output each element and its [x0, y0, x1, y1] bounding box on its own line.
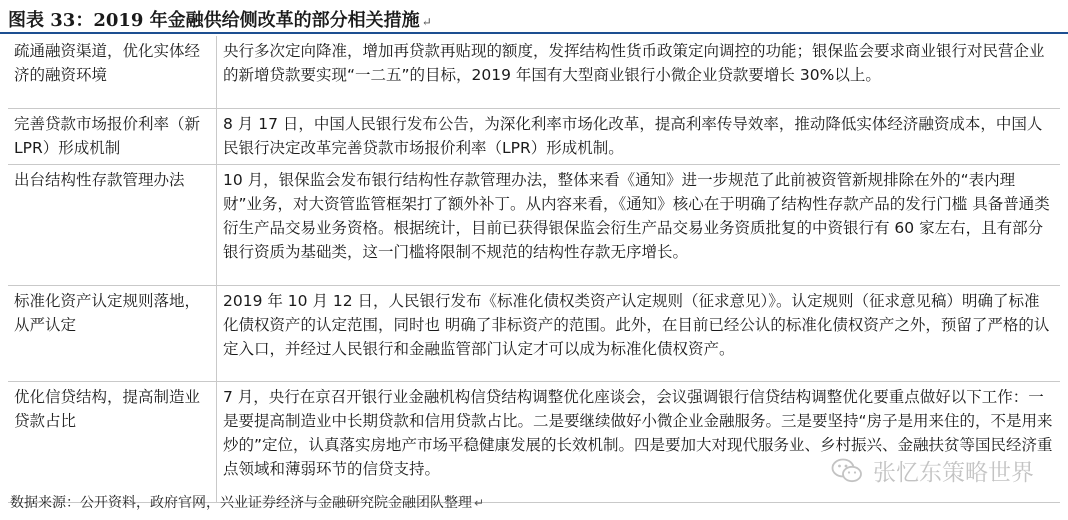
figure-title-text: 图表 33：2019 年金融供给侧改革的部分相关措施 [8, 10, 420, 31]
row-topic: 优化信贷结构，提高制造业贷款占比 [8, 382, 217, 503]
source-note [10, 492, 484, 512]
table-row [8, 36, 1060, 109]
source-text: 数据来源：公开资料，政府官网，兴业证券经济与金融研究院金融团队整理 [10, 495, 472, 511]
figure-title [8, 6, 432, 32]
paragraph-mark: ↵ [474, 496, 485, 510]
row-detail: 8 月 17 日，中国人民银行发布公告，为深化利率市场化改革，提高利率传导效率，推动降低实体经济融资成本，中国人民银行决定改革完善贷款市场报价利率（LPR）形成机制。 [217, 109, 1061, 165]
wechat-logo-icon [831, 458, 863, 484]
row-topic: 疏通融资渠道，优化实体经济的融资环境 [8, 36, 217, 109]
row-detail: 央行多次定向降准，增加再贷款再贴现的额度，发挥结构性货币政策定向调控的功能；银保监会要求商业银行对民营企业的新增贷款要实现“一二五”的目标，2019 年国有大型商业银行小微企业贷款要增长 30%以上。 [217, 36, 1061, 109]
paragraph-mark: ↵ [421, 15, 432, 29]
row-detail: 2019 年 10 月 12 日，人民银行发布《标准化债权类资产认定规则（征求意见）》。认定规则（征求意见稿）明确了标准化债权资产的认定范围，同时也 明确了非标资产的范围。此外，在目前已经公认的标准化债权资产之外，预留了严格的认定入口，并经过人民银行和金融监管部门认定才可以成为标准化债权资产。 [217, 286, 1061, 382]
row-topic: 标准化资产认定规则落地，从严认定 [8, 286, 217, 382]
row-topic: 出台结构性存款管理办法 [8, 165, 217, 286]
row-topic: 完善贷款市场报价利率（新 LPR）形成机制 [8, 109, 217, 165]
table-row [8, 286, 1060, 382]
row-detail: 7 月，央行在京召开银行业金融机构信贷结构调整优化座谈会，会议强调银行信贷结构调整优化要重点做好以下工作：一是要提高制造业中长期贷款和信用贷款占比。二是要继续做好小微企业金融服务。三是要坚持“房子是用来住的，不是用来炒的”定位，认真落实房地产市场平稳健康发展的长效机制。四是要加大对现代服务业、乡村振兴、金融扶贫等国民经济重点领域和薄弱环节的信贷支持。 [217, 382, 1061, 503]
table-row [8, 165, 1060, 286]
measures-table [8, 36, 1060, 503]
title-bar [0, 0, 1068, 34]
watermark [831, 454, 1034, 487]
table-row [8, 109, 1060, 165]
watermark-text: 张忆东策略世界 [873, 460, 1034, 486]
row-detail: 10 月，银保监会发布银行结构性存款管理办法，整体来看《通知》进一步规范了此前被资管新规排除在外的“表内理财”业务，对大资管监管框架打了额外补丁。从内容来看，《通知》核心在于明确了结构性存款产品的发行门槛 具备普通类衍生产品交易业务资格。根据统计，目前已获得银保监会衍生产品交易业务资质批复的中资银行有 60 家左右，且有部分银行资质为基础类，这一门槛将限制不规范的结构性存款无序增长。 [217, 165, 1061, 286]
